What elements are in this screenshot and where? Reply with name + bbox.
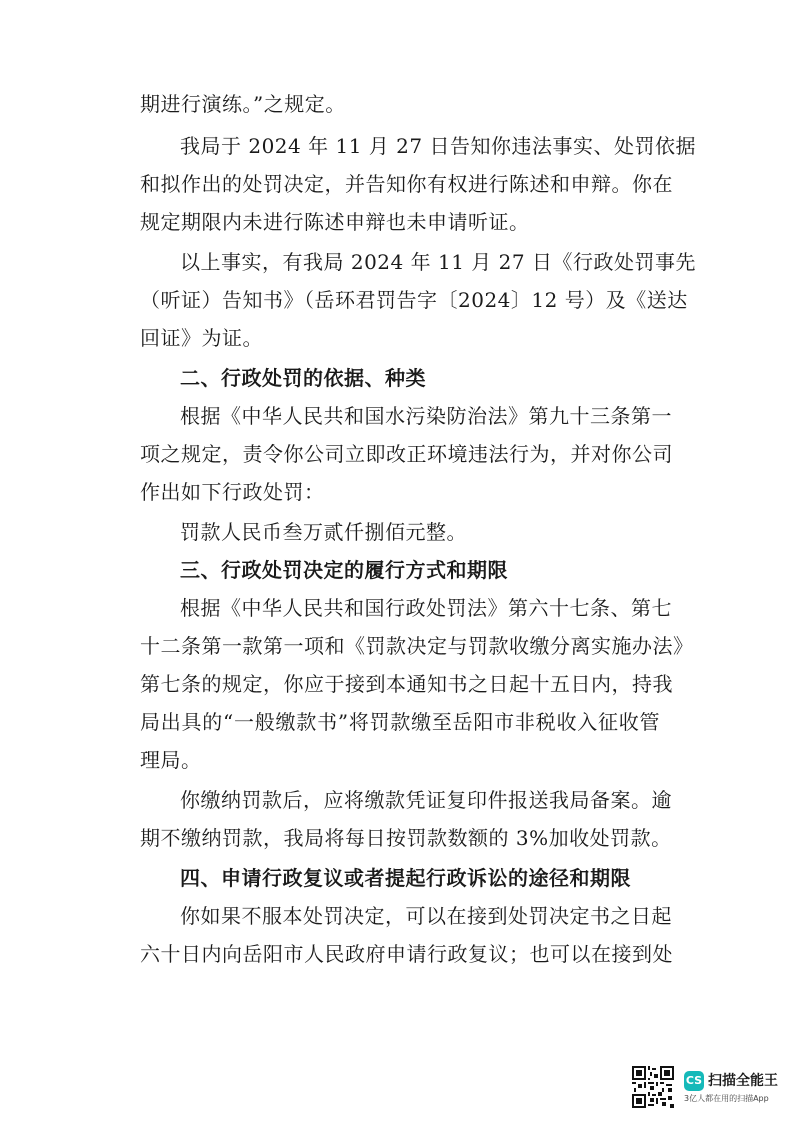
camscanner-logo: CS	[684, 1071, 704, 1091]
text-line-20: 期不缴纳罚款，我局将每日按罚款数额的 3%加收处罚款。	[140, 826, 672, 850]
text-line-12: 罚款人民币叁万贰仟捌佰元整。	[180, 520, 467, 544]
text-line-7: 回证》为证。	[140, 326, 263, 350]
text-line-16: 第七条的规定，你应于接到本通知书之日起十五日内，持我	[140, 672, 673, 696]
text-line-11: 作出如下行政处罚：	[140, 480, 325, 504]
brand-tagline: 3亿人都在用的扫描App	[684, 1094, 769, 1103]
text-line-9: 根据《中华人民共和国水污染防治法》第九十三条第一	[180, 404, 672, 428]
text-line-4: 规定期限内未进行陈述申辩也未申请听证。	[140, 210, 530, 234]
text-line-17: 局出具的“一般缴款书”将罚款缴至岳阳市非税收入征收管	[140, 710, 660, 734]
text-line-18: 理局。	[140, 748, 202, 772]
scanner-watermark	[632, 1066, 782, 1110]
text-line-6: （听证）告知书》（岳环君罚告字〔2024〕12 号）及《送达	[140, 288, 688, 312]
section-heading-2: 二、行政处罚的依据、种类	[180, 366, 426, 390]
qr-code-icon	[632, 1066, 674, 1108]
text-line-19: 你缴纳罚款后，应将缴款凭证复印件报送我局备案。逾	[180, 788, 672, 812]
brand-name: 扫描全能王	[708, 1073, 778, 1089]
text-line-2: 我局于 2024 年 11 月 27 日告知你违法事实、处罚依据	[180, 134, 696, 158]
text-line-23: 六十日内向岳阳市人民政府申请行政复议；也可以在接到处	[140, 942, 673, 966]
text-line-22: 你如果不服本处罚决定，可以在接到处罚决定书之日起	[180, 904, 672, 928]
section-heading-4: 四、申请行政复议或者提起行政诉讼的途径和期限	[180, 866, 631, 890]
text-line-3: 和拟作出的处罚决定，并告知你有权进行陈述和申辩。你在	[140, 172, 673, 196]
text-line-14: 根据《中华人民共和国行政处罚法》第六十七条、第七	[180, 596, 672, 620]
text-line-15: 十二条第一款第一项和《罚款决定与罚款收缴分离实施办法》	[140, 634, 694, 658]
text-line-10: 项之规定，责令你公司立即改正环境违法行为，并对你公司	[140, 442, 673, 466]
text-line-5: 以上事实，有我局 2024 年 11 月 27 日《行政处罚事先	[180, 250, 696, 274]
text-line-1: 期进行演练。”之规定。	[140, 92, 346, 116]
section-heading-3: 三、行政处罚决定的履行方式和期限	[180, 558, 508, 582]
